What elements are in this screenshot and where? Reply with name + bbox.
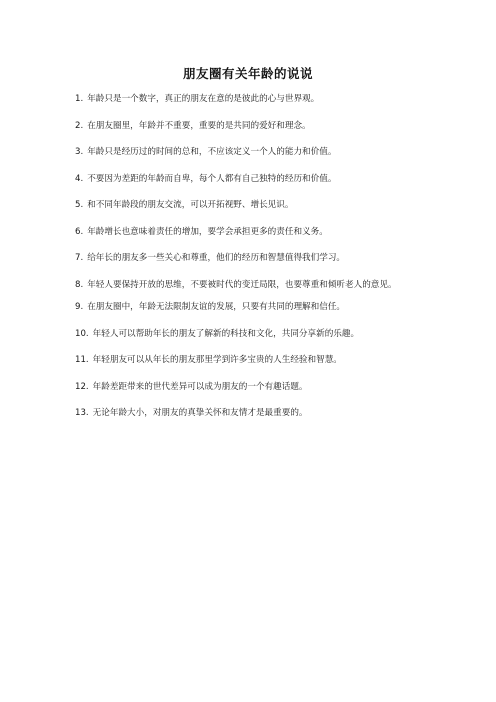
item-text: 在朋友圈中，年龄无法限制友谊的发展，只要有共同的理解和信任。 (87, 302, 346, 312)
item-number: 8. (75, 279, 84, 290)
item-number: 2. (75, 120, 84, 131)
item-number: 3. (75, 147, 84, 157)
item-number: 9. (75, 302, 84, 312)
document-title: 朋友圈有关年龄的说说 (182, 66, 313, 81)
item-number: 5. (75, 200, 84, 210)
list-item (75, 226, 431, 238)
list-item (75, 93, 431, 105)
item-number: 12. (75, 381, 89, 392)
list-item (75, 199, 431, 211)
item-text: 在朋友圈里，年龄并不重要，重要的是共同的爱好和理念。 (87, 120, 311, 131)
list-item (75, 354, 431, 366)
item-number: 11. (75, 355, 89, 365)
item-text: 年轻人要保持开放的思维，不要被时代的变迁局限，也要尊重和倾听老人的意见。 (87, 279, 397, 290)
item-text: 年龄只是经历过的时间的总和，不应该定义一个人的能力和价值。 (87, 147, 337, 157)
list-item (75, 146, 431, 158)
item-text: 给年长的朋友多一些关心和尊重，他们的经历和智慧值得我们学习。 (87, 253, 346, 263)
item-text: 年轻朋友可以从年长的朋友那里学到许多宝贵的人生经验和智慧。 (92, 355, 342, 365)
item-number: 10. (75, 328, 89, 339)
list-item (75, 328, 431, 340)
list-item (75, 173, 431, 185)
list-item (75, 301, 431, 313)
item-text: 和不同年龄段的朋友交流，可以开拓视野、增长见识。 (87, 200, 294, 210)
item-number: 1. (75, 94, 84, 104)
item-text: 年龄差距带来的世代差异可以成为朋友的一个有趣话题。 (92, 381, 308, 392)
item-number: 7. (75, 253, 84, 263)
list-item (75, 381, 431, 393)
item-text: 年轻人可以帮助年长的朋友了解新的科技和文化，共同分享新的乐趣。 (92, 328, 360, 339)
list-item (75, 120, 431, 132)
item-text: 无论年龄大小，对朋友的真挚关怀和友情才是最重要的。 (92, 408, 308, 418)
item-number: 13. (75, 408, 89, 418)
list-item (75, 275, 431, 297)
item-number: 4. (75, 173, 84, 184)
sayings-list (75, 93, 431, 434)
list-item (75, 407, 431, 419)
item-number: 6. (75, 226, 84, 237)
list-item (75, 252, 431, 264)
item-text: 年龄增长也意味着责任的增加，要学会承担更多的责任和义务。 (87, 226, 328, 237)
item-text: 不要因为差距的年龄而自卑，每个人都有自己独特的经历和价值。 (87, 173, 337, 184)
item-text: 年龄只是一个数字，真正的朋友在意的是彼此的心与世界观。 (87, 94, 320, 104)
